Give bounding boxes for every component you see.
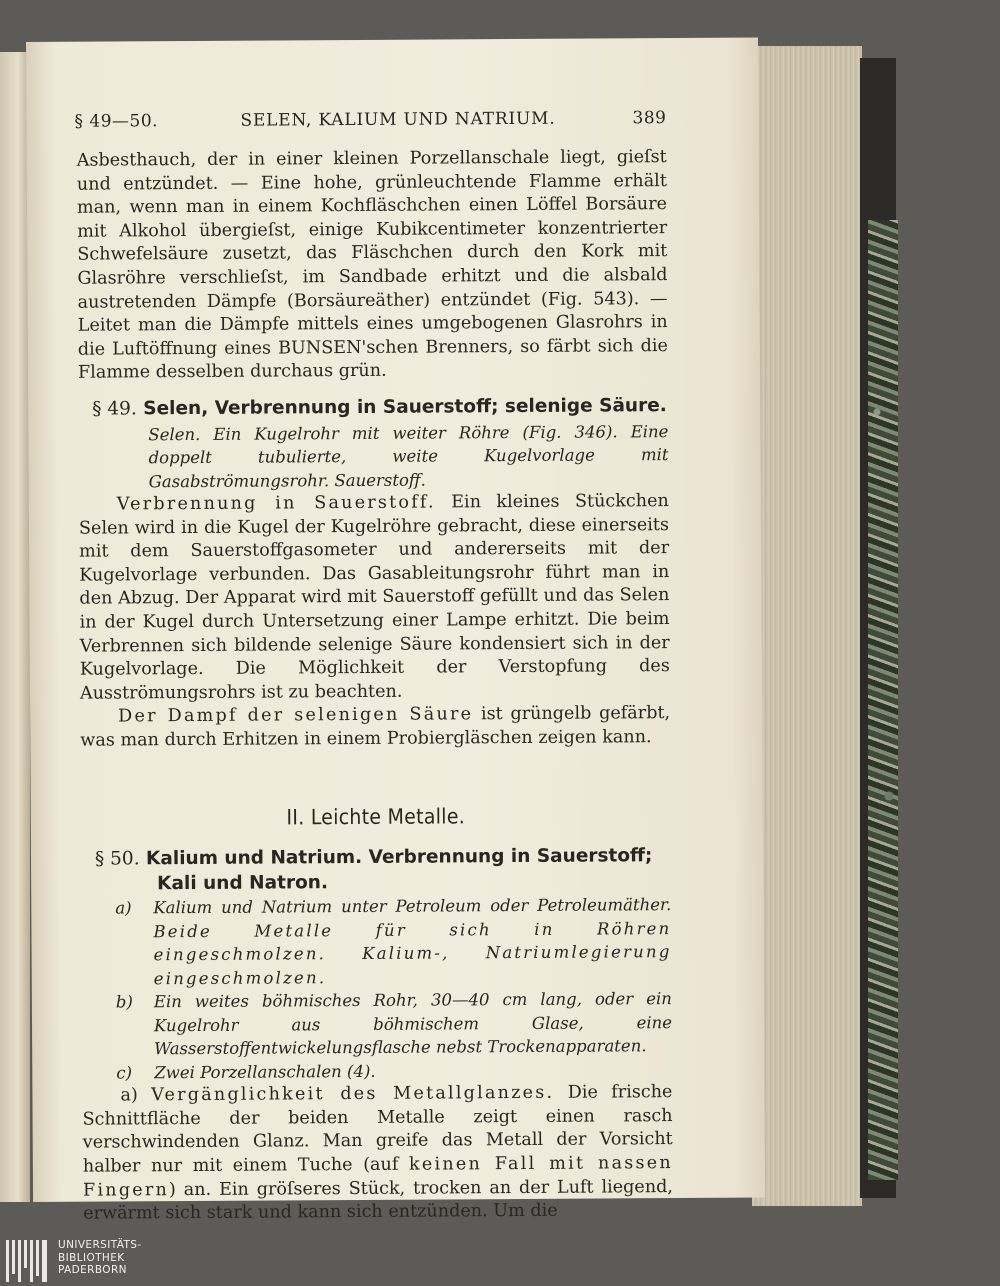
page-number: 389 [632,108,667,129]
item-text: Ein weites böhmisches Rohr, 30—40 cm lang, oder ein Kugelrohr aus böhmischem Glase, eine Wasserstoffentwickelungsflasche nebst Trockenapparaten. [153,989,673,1059]
section-49-para1-lead: Verbrennung in Sauerstoff. [116,492,436,515]
section-50-title-line2: Kali und Natron. [157,872,329,895]
facing-page-edge [0,52,30,1202]
header-section-range: § 49—50. [74,111,159,132]
para-label: a) [120,1085,138,1106]
library-name-line1: UNIVERSITÄTS- [58,1239,142,1251]
intro-paragraph: Asbesthauch, der in einer kleinen Porzellanschale liegt, gieſst und entzündet. — Eine hohe, grünleuchtende Flamme erhält man, wenn man in einem Kochfläschchen einen Löffel Borsäure mit Alkohol übergieſst, einige Kubikcentimeter konzentrierter Schwefelsäure zusetzt, das Fläschchen durch den Kork mit Glasröhre verschlieſst, im Sandbade erhitzt und die alsbald austretenden Dämpfe (Borsäureäther) entzündet (Fig. 543). — Leitet man die Dämpfe mittels eines umgebogenen Glasrohrs in die Luftöffnung eines BUNSEN'schen Brenners, so färbt sich die Flamme desselben durchaus grün. [76,147,668,384]
section-49-para2-lead: Der Dampf der selenigen Säure [118,704,474,727]
section-49-title: Selen, Verbrennung in Sauerstoff; selenige Säure. [143,395,667,420]
section-49-heading [92,394,668,421]
section-50-title-line1: Kalium und Natrium. Verbrennung in Sauerstoff; [145,845,653,870]
section-50-para-text: Die frische Schnittfläche der beiden Metalle zeigt einen rasch verschwindenden Glanz. Man greife das Metall der Vorsicht halber nur mit einem Tuche (auf [82,1082,673,1177]
marbled-endpaper [868,220,898,1180]
section-50-para-spaced: keinen Fall mit nassen Fingern [82,1153,673,1201]
library-name-line3: PADERBORN [58,1264,127,1276]
item-label: a) [115,898,132,918]
section-50-heading [95,843,671,897]
section-49-number: § 49. [92,398,137,420]
section-50-paragraph-a [82,1081,673,1226]
section-50-para-text-end: ) an. Ein gröſseres Stück, trocken an der Luft liegend, erwärmt sich stark und kann sich entzünden. Um die [83,1176,674,1224]
library-name [58,1239,142,1277]
section-49-paragraph-2 [80,702,670,753]
section-49-materials: Selen. Ein Kugelrohr mit weiter Röhre (Fig. 346). Eine doppelt tubulierte, weite Kugelvorlage mit Gasabströmungsrohr. Sauerstoff. [148,421,669,491]
library-footer-bar [0,1234,1000,1286]
item-text: Kalium und Natrium unter Petroleum oder Petroleumäther. [153,895,672,918]
page-block-edge [752,46,862,1206]
item-text: Zwei Porzellanschalen (4). [154,1061,376,1082]
materials-item-a [115,893,672,990]
section-50-number: § 50. [94,848,140,870]
page-body [77,146,674,1226]
section-49-paragraph-1 [79,490,670,706]
library-logo-icon [6,1240,50,1282]
materials-item-c [116,1058,672,1085]
item-label: c) [116,1063,133,1083]
running-header [74,108,666,142]
item-label: b) [115,992,133,1012]
chapter-title: II. Leichte Metalle. [286,803,466,829]
section-49-para2-text: ist grüngelb gefärbt, was man durch Erhitzen in einem Probiergläschen zeigen kann. [80,703,671,751]
book-page [26,38,765,1224]
header-running-title: SELEN, KALIUM UND NATRIUM. [240,108,556,131]
section-50-para-lead: Vergänglichkeit des Metallglanzes. [151,1082,555,1106]
materials-item-b [116,987,672,1061]
item-text-spaced: Beide Metalle für sich in Röhren eingeschmolzen. Kalium-, Natriumlegierung eingeschmolzen. [153,918,672,988]
library-name-line2: BIBLIOTHEK [58,1251,125,1264]
section-49-para1-text: Ein kleines Stückchen Selen wird in die Kugel der Kugelröhre gebracht, diese einerseits mit dem Sauerstoffgasometer und andererseits mit der Kugelvorlage verbunden. Das Gasableitungsrohr führt man in den Abzug. Der Apparat wird mit Sauerstoff gefüllt und das Selen in der Kugel durch Untersetzung einer Lampe erhitzt. Die beim Verbrennen sich bildende selenige Säure kondensiert sich in der Kugelvorlage. Die Möglichkeit der Verstopfung des Ausströmungsrohrs ist zu beachten. [78,491,670,704]
